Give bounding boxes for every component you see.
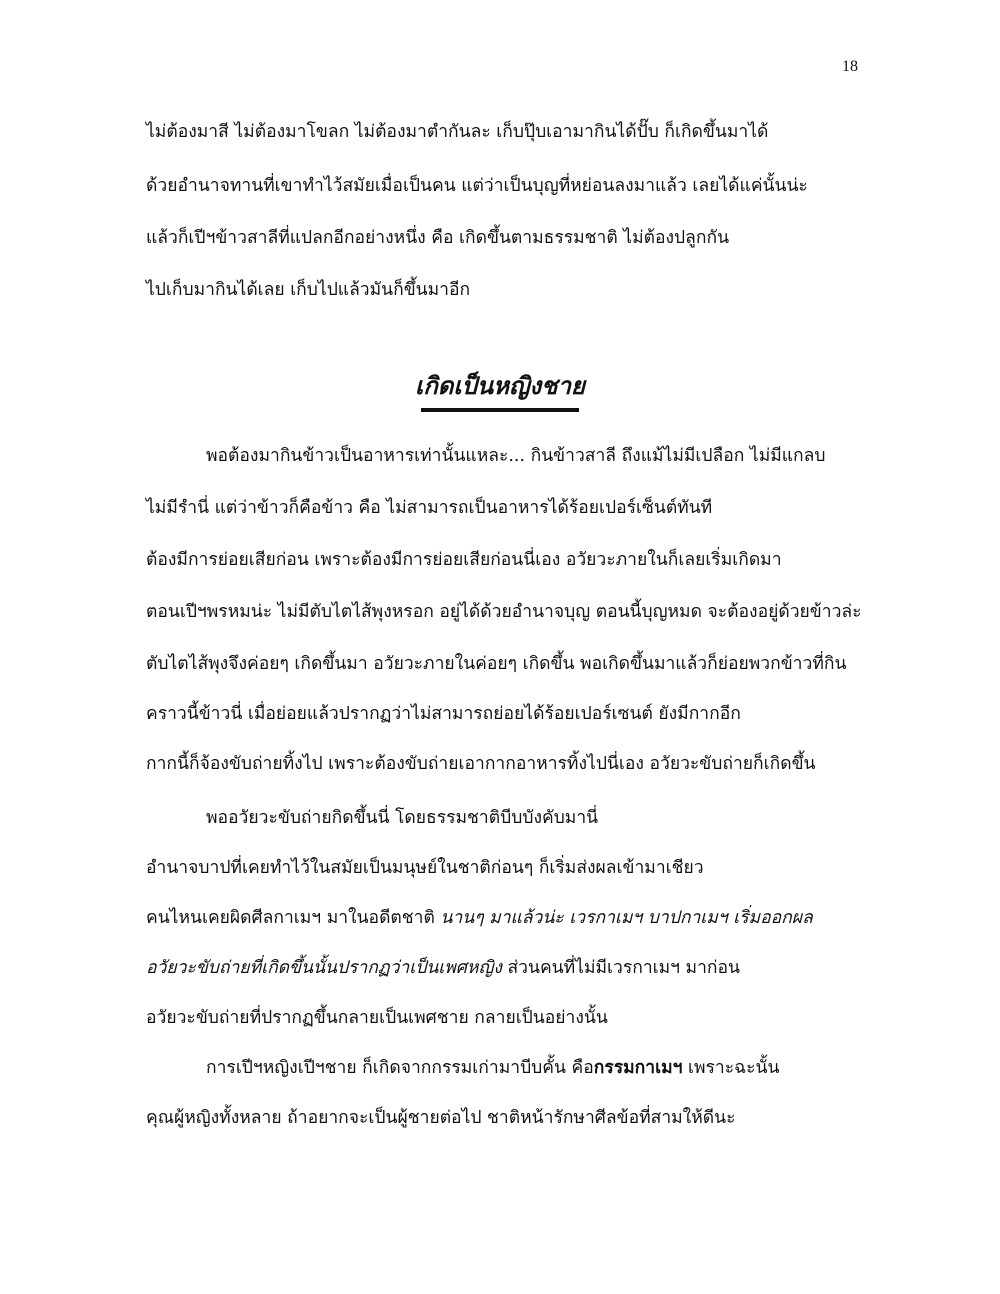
- text-line: แล้วก็เปีฯข้าวสาลีที่แปลกอีกอย่างหนึ่ง คือ เกิดขึ้นตามธรรมชาติ ไม่ต้องปลูกกัน: [146, 228, 730, 248]
- text-line: ไม่มีรำนี่ แต่ว่าข้าวก็คือข้าว คือ ไม่สามารถเป็นอาหารได้ร้อยเปอร์เซ็นต์ทันที: [146, 498, 713, 518]
- heading-underline: [421, 408, 579, 412]
- italic-text-span: อวัยวะขับถ่ายที่เกิดขึ้นนั้นปรากฏว่าเป็นเพศหญิง: [146, 958, 502, 978]
- text-line: อวัยวะขับถ่ายที่ปรากฏขึ้นกลายเป็นเพศชาย กลายเป็นอย่างนั้น: [146, 1008, 608, 1028]
- text-line: พออวัยวะขับถ่ายกิดขึ้นนี่ โดยธรรมชาติบีบบังคับมานี่: [206, 808, 599, 828]
- bold-text-span: กรรมกาเมฯ: [593, 1058, 683, 1078]
- text-line: พอต้องมากินข้าวเป็นอาหารเท่านั้นแหละ... กินข้าวสาลี ถึงแม้ไม่มีเปลือก ไม่มีแกลบ: [206, 446, 826, 466]
- text-line: ตับไตไส้พุงจึงค่อยๆ เกิดขึ้นมา อวัยวะภายในค่อยๆ เกิดขึ้น พอเกิดขึ้นมาแล้วก็ย่อยพวกข้าวที่กิน: [146, 654, 847, 674]
- text-line: ตอนเปีฯพรหมน่ะ ไม่มีตับไตไส้พุงหรอก อยู่ได้ด้วยอำนาจบุญ ตอนนี้บุญหมด จะต้องอยู่ด้วยข้าวล่ะ: [146, 602, 862, 622]
- italic-text-span: นานๆ มาแล้วน่ะ เวรกาเมฯ บาปกาเมฯ เริ่มออกผล: [440, 908, 813, 928]
- text-span: คนไหนเคยผิดศีลกาเมฯ มาในอดีตชาติ: [146, 908, 441, 928]
- text-line: ต้องมีการย่อยเสียก่อน เพราะต้องมีการย่อยเสียก่อนนี่เอง อวัยวะภายในก็เลยเริ่มเกิดมา: [146, 550, 782, 570]
- text-line: [146, 956, 740, 980]
- text-line: [146, 906, 813, 930]
- text-span: เพราะฉะนั้น: [682, 1058, 780, 1078]
- text-line: [206, 1056, 779, 1080]
- text-line: อำนาจบาปที่เคยทำไว้ในสมัยเป็นมนุษย์ในชาติก่อนๆ ก็เริ่มส่งผลเข้ามาเชียว: [146, 858, 704, 878]
- text-span: ส่วนคนที่ไม่มีเวรกาเมฯ มาก่อน: [501, 958, 740, 978]
- text-line: ไปเก็บมากินได้เลย เก็บไปแล้วมันก็ขึ้นมาอีก: [146, 280, 471, 300]
- text-line: ด้วยอำนาจทานที่เขาทำไว้สมัยเมื่อเป็นคน แต่ว่าเป็นบุญที่หย่อนลงมาแล้ว เลยได้แค่นั้นน่ะ: [146, 176, 808, 196]
- text-line: คราวนี้ข้าวนี่ เมื่อย่อยแล้วปรากฏว่าไม่สามารถย่อยได้ร้อยเปอร์เซนต์ ยังมีกากอีก: [146, 704, 741, 724]
- section-heading: เกิดเป็นหญิงชาย: [415, 371, 585, 400]
- text-line: กากนี้ก็จ้องขับถ่ายทิ้งไป เพราะต้องขับถ่ายเอากากอาหารทิ้งไปนี่เอง อวัยวะขับถ่ายก็เกิดขึ้น: [146, 754, 816, 774]
- text-line: คุณผู้หญิงทั้งหลาย ถ้าอยากจะเป็นผู้ชายต่อไป ชาติหน้ารักษาศีลข้อที่สามให้ดีนะ: [146, 1108, 736, 1128]
- text-line: ไม่ต้องมาสี ไม่ต้องมาโขลก ไม่ต้องมาตำกันละ เก็บปุ๊บเอามากินได้ปั๊บ ก็เกิดขึ้นมาได้: [146, 122, 769, 142]
- page-number: 18: [842, 58, 858, 75]
- text-span: การเปีฯหญิงเปีฯชาย ก็เกิดจากกรรมเก่ามาบีบคั้น คือ: [206, 1058, 594, 1078]
